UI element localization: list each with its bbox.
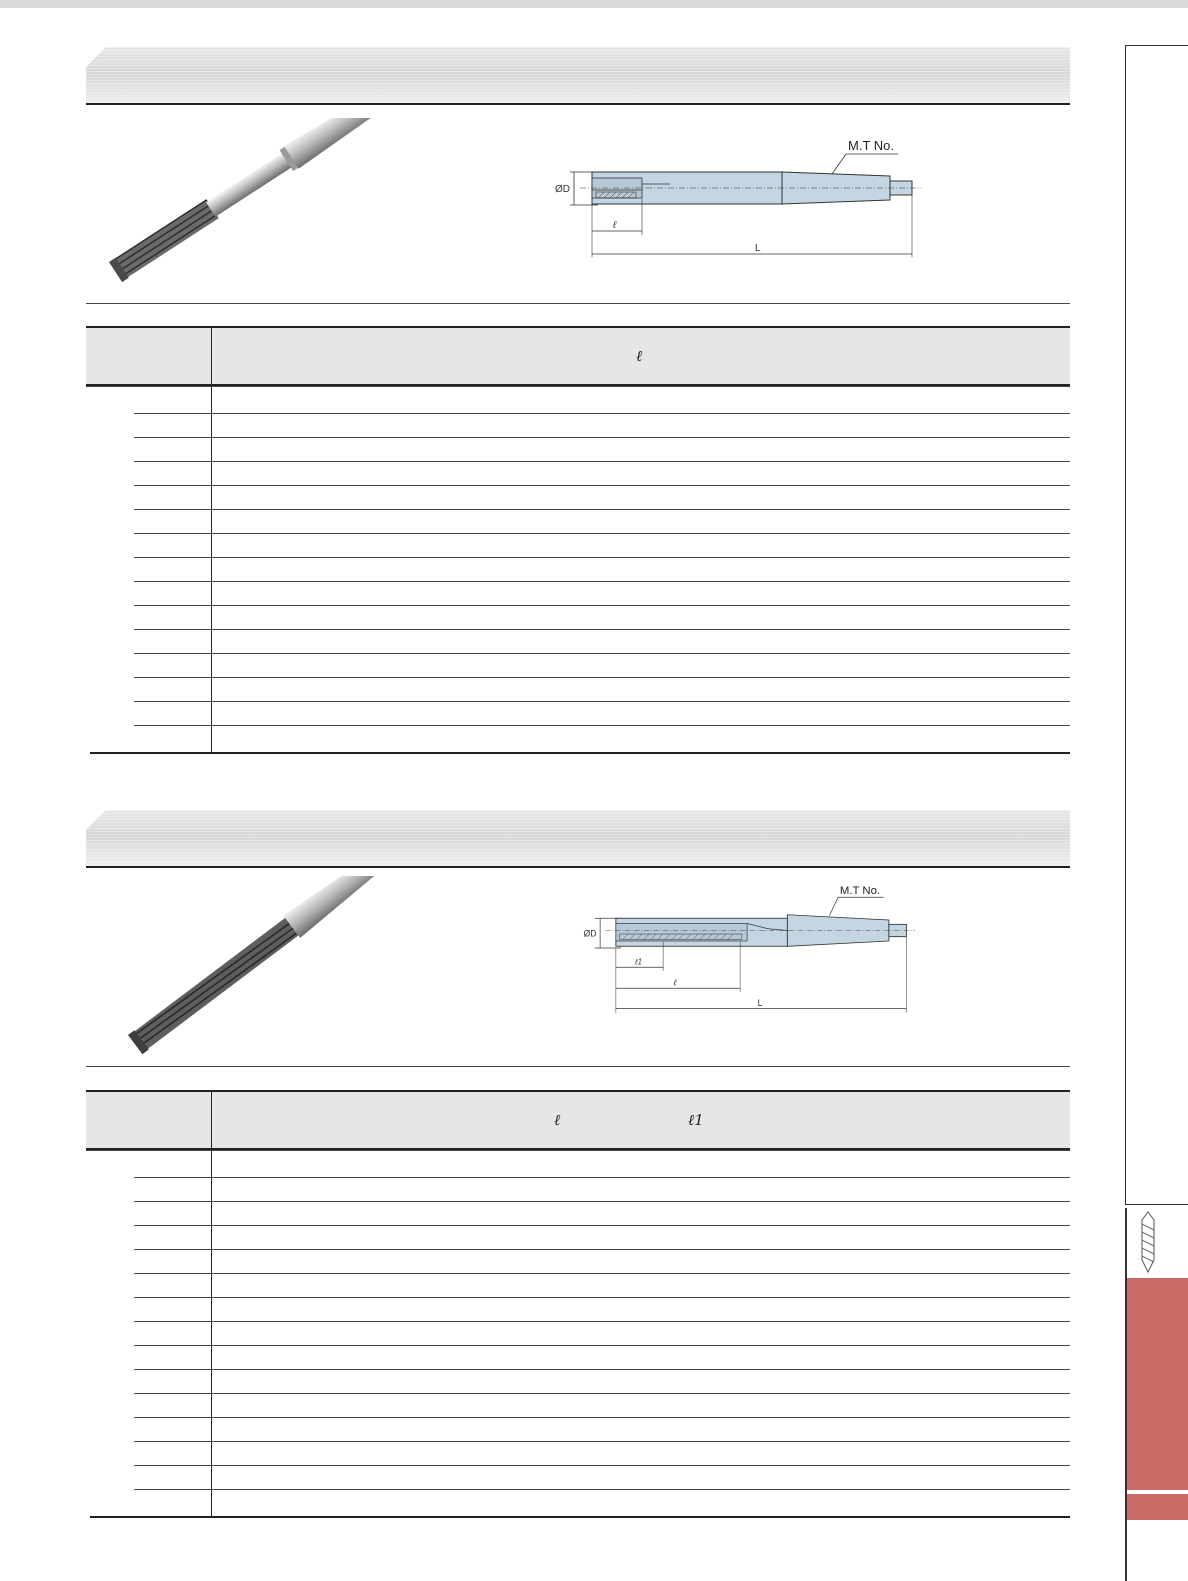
table-row	[134, 605, 1070, 606]
section-1-divider	[86, 303, 1070, 304]
table-row	[134, 509, 1070, 510]
table-row	[134, 437, 1070, 438]
table-row	[134, 485, 1070, 486]
table-row	[134, 413, 1070, 414]
table-bottom-rule	[90, 1516, 1070, 1518]
spec-table-1	[86, 326, 1070, 754]
mt-label: M.T No.	[839, 885, 881, 897]
section-1-header-underline	[86, 103, 1070, 105]
table-row	[134, 1273, 1070, 1274]
table-row	[134, 1249, 1070, 1250]
table-row	[134, 1297, 1070, 1298]
table-row	[134, 1417, 1070, 1418]
table-row	[134, 1369, 1070, 1370]
table-row	[134, 1345, 1070, 1346]
header-l: ℓ	[554, 1111, 561, 1129]
section-2-header-underline	[86, 866, 1070, 868]
header-l: ℓ	[636, 347, 643, 365]
spec-table-1-header	[86, 326, 1070, 386]
table-row	[134, 1393, 1070, 1394]
table-row	[134, 1441, 1070, 1442]
table-row	[134, 725, 1070, 726]
header-l1: ℓ1	[688, 1111, 704, 1129]
top-border	[0, 0, 1188, 8]
table-row	[134, 1225, 1070, 1226]
table-row	[134, 629, 1070, 630]
dia-label: ØD	[555, 184, 570, 195]
table-bottom-rule	[90, 752, 1070, 754]
product-photo-straight-flute-reamer	[100, 118, 440, 298]
mt-label: M.T No.	[848, 138, 894, 153]
l-label: ℓ	[673, 977, 677, 988]
L-label: L	[755, 243, 761, 254]
table-row	[134, 1489, 1070, 1490]
section-1-header-bar	[86, 47, 1070, 104]
section-2-divider	[86, 1066, 1070, 1067]
drill-icon	[1137, 1210, 1159, 1274]
side-index-tab-active[interactable]	[1127, 1278, 1188, 1490]
table-row	[134, 653, 1070, 654]
spec-table-2-header	[86, 1090, 1070, 1150]
table-row	[134, 1321, 1070, 1322]
spec-table-2	[86, 1090, 1070, 1518]
dia-label: ØD	[583, 928, 597, 939]
L-label: L	[757, 997, 763, 1008]
table-row	[134, 1177, 1070, 1178]
technical-drawing-2	[550, 885, 960, 1025]
table-row	[134, 677, 1070, 678]
section-2-header-bar	[86, 810, 1070, 867]
side-index-frame	[1125, 45, 1188, 1205]
table-row	[134, 461, 1070, 462]
table-row	[86, 386, 1070, 387]
table-row	[134, 1465, 1070, 1466]
l-label: ℓ	[613, 220, 617, 231]
l1-label: ℓ1	[635, 957, 643, 967]
table-row	[134, 1201, 1070, 1202]
technical-drawing-1	[550, 132, 960, 272]
table-row	[134, 581, 1070, 582]
table-row	[134, 557, 1070, 558]
table-row	[134, 533, 1070, 534]
side-index-tab-lower[interactable]	[1127, 1494, 1188, 1520]
table-row	[134, 701, 1070, 702]
product-photo-spiral-flute-reamer	[100, 876, 440, 1056]
table-row	[86, 1150, 1070, 1151]
